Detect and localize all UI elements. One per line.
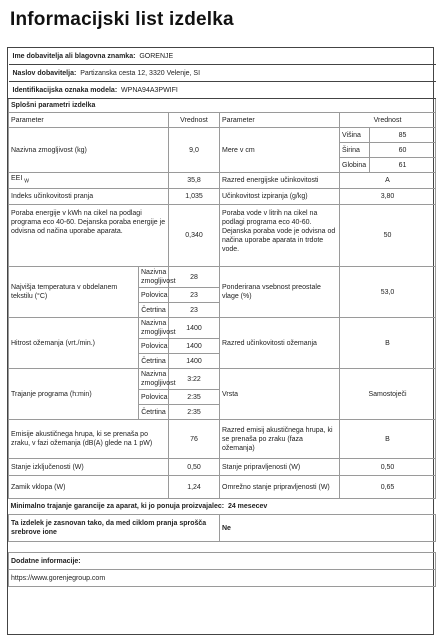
model-label: Identifikacijska oznaka modela:: [12, 86, 118, 94]
energy-class-label: Razred energijske učinkovitosti: [220, 173, 340, 189]
table-row: [9, 205, 436, 267]
off-mode-value: 0,50: [169, 459, 220, 476]
eei-sub: W: [24, 178, 29, 185]
duration-label: Trajanje programa (h:min): [9, 369, 139, 420]
water-cons-value: 50: [340, 205, 436, 267]
eei-label: EEI: [11, 175, 23, 183]
spin-half-label: Polovica: [139, 339, 169, 354]
max-temp-quarter-value: 23: [169, 303, 220, 318]
supplier-label: Ime dobavitelja ali blagovna znamka:: [12, 52, 136, 60]
max-temp-half-value: 23: [169, 288, 220, 303]
col-value-left: Vrednost: [169, 113, 220, 128]
extra-info-link[interactable]: https://www.gorenjegroup.com: [11, 574, 106, 582]
off-mode-label: Stanje izključenosti (W): [9, 459, 169, 476]
extra-info-row: [9, 553, 436, 570]
column-header-row: [9, 113, 436, 128]
max-temp-full-value: 28: [169, 267, 220, 288]
moisture-label: Ponderirana vsebnost preostale vlage (%): [220, 267, 340, 318]
table-row: [9, 459, 436, 476]
energy-cons-value: 0,340: [169, 205, 220, 267]
network-standby-label: Omrežno stanje pripravljenosti (W): [220, 476, 340, 499]
dimensions-label: Mere v cm: [220, 128, 340, 173]
spin-full-label: Nazivna zmogljivost: [139, 318, 169, 339]
supplier-row: [9, 48, 436, 65]
warranty-row: [9, 499, 436, 515]
max-temp-full-label: Nazivna zmogljivost: [139, 267, 169, 288]
product-info-sheet: [7, 47, 434, 635]
table-row: [9, 318, 436, 339]
address-label: Naslov dobavitelja:: [12, 69, 77, 77]
address-row: [9, 65, 436, 82]
wash-index-label: Indeks učinkovitosti pranja: [9, 189, 169, 205]
silver-value: Ne: [222, 524, 231, 532]
rinse-value: 3,80: [340, 189, 436, 205]
energy-cons-label: Poraba energije v kWh na cikel na podlagi programa eco 40-60. Dejanska poraba energije je odvisna od načina uporabe aparata.: [9, 205, 169, 267]
network-standby-value: 0,65: [340, 476, 436, 499]
table-row: [9, 369, 436, 390]
duration-quarter-value: 2:35: [169, 405, 220, 420]
width-label: Širina: [340, 143, 370, 158]
table-row: [9, 128, 436, 143]
table-row: [9, 476, 436, 499]
noise-value: 76: [169, 420, 220, 459]
wash-index-value: 1,035: [169, 189, 220, 205]
max-temp-label: Najvišja temperatura v obdelanem tekstilu (°C): [9, 267, 139, 318]
model-value: WPNA94A3PWIFI: [121, 86, 178, 94]
silver-row: [9, 515, 436, 542]
duration-full-label: Nazivna zmogljivost: [139, 369, 169, 390]
rinse-label: Učinkovitost izpiranja (g/kg): [220, 189, 340, 205]
energy-class-value: A: [340, 173, 436, 189]
moisture-value: 53,0: [340, 267, 436, 318]
max-temp-half-label: Polovica: [139, 288, 169, 303]
info-table: [8, 48, 436, 587]
capacity-value: 9,0: [169, 128, 220, 173]
table-row: [9, 189, 436, 205]
duration-half-label: Polovica: [139, 390, 169, 405]
spacer-row: [9, 542, 436, 553]
supplier-value: GORENJE: [139, 52, 174, 60]
max-temp-quarter-label: Četrtina: [139, 303, 169, 318]
duration-half-value: 2:35: [169, 390, 220, 405]
capacity-label: Nazivna zmogljivost (kg): [9, 128, 169, 173]
spin-class-value: B: [340, 318, 436, 369]
spin-quarter-label: Četrtina: [139, 354, 169, 369]
col-param-left: Parameter: [9, 113, 169, 128]
table-row: [9, 420, 436, 459]
height-label: Višina: [340, 128, 370, 143]
depth-label: Globina: [340, 158, 370, 173]
spin-class-label: Razred učinkovitosti ožemanja: [220, 318, 340, 369]
table-row: [9, 173, 436, 189]
page-title: Informacijski list izdelka: [10, 9, 234, 30]
col-param-right: Parameter: [220, 113, 340, 128]
section-title-row: [9, 99, 436, 113]
type-label: Vrsta: [220, 369, 340, 420]
silver-label: Ta izdelek je zasnovan tako, da med ciklom pranja sprošča srebrove ione: [11, 520, 207, 536]
eei-value: 35,8: [169, 173, 220, 189]
height-value: 85: [370, 128, 436, 143]
standby-value: 0,50: [340, 459, 436, 476]
table-row: [9, 267, 436, 288]
duration-full-value: 3:22: [169, 369, 220, 390]
spin-quarter-value: 1400: [169, 354, 220, 369]
delay-label: Zamik vklopa (W): [9, 476, 169, 499]
spin-half-value: 1400: [169, 339, 220, 354]
noise-class-value: B: [340, 420, 436, 459]
width-value: 60: [370, 143, 436, 158]
noise-label: Emisije akustičnega hrupa, ki se prenaša po zraku, v fazi ožemanja (dB(A) glede na 1 pW): [9, 420, 169, 459]
section-title: Splošni parametri izdelka: [11, 102, 96, 109]
water-cons-label: Poraba vode v litrih na cikel na podlagi programa eco 40-60. Dejanska poraba vode je odvisna od načina uporabe aparata in trdote vode.: [220, 205, 340, 267]
depth-value: 61: [370, 158, 436, 173]
duration-quarter-label: Četrtina: [139, 405, 169, 420]
address-value: Partizanska cesta 12, 3320 Velenje, SI: [80, 69, 201, 77]
spin-label: Hitrost ožemanja (vrt./min.): [9, 318, 139, 369]
warranty-value: 24 mesecev: [227, 503, 268, 510]
model-row: [9, 82, 436, 99]
warranty-label: Minimalno trajanje garancije za aparat, ki jo ponuja proizvajalec:: [10, 503, 225, 510]
standby-label: Stanje pripravljenosti (W): [220, 459, 340, 476]
type-value: Samostoječi: [340, 369, 436, 420]
extra-info-label: Dodatne informacije:: [11, 557, 81, 565]
extra-link-row: [9, 570, 436, 587]
spin-full-value: 1400: [169, 318, 220, 339]
col-value-right: Vrednost: [340, 113, 436, 128]
delay-value: 1,24: [169, 476, 220, 499]
noise-class-label: Razred emisij akustičnega hrupa, ki se prenaša po zraku (faza ožemanja): [220, 420, 340, 459]
